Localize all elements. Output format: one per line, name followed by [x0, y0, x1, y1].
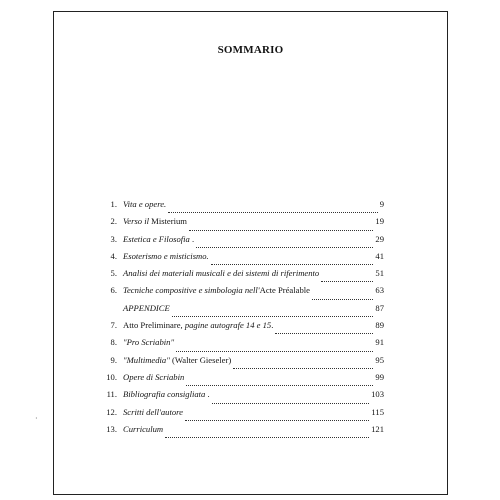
- toc-entry: [104, 199, 384, 216]
- toc-entry-title-part: (Walter Gieseler): [169, 354, 232, 365]
- toc-entry-title-part: "Multimedia": [123, 354, 170, 365]
- toc-entry-number: 6.: [110, 285, 117, 296]
- toc-entry-title-part: pagine autografe 14 e 15: [184, 320, 272, 331]
- toc-entry-page: 95: [375, 354, 384, 365]
- toc-entry-title-part: Analisi dei materiali musicali e dei sistemi di riferimento: [123, 268, 320, 279]
- toc-entry-number: 10.: [106, 371, 117, 382]
- document-page: [53, 11, 448, 495]
- toc-entry-title-part: APPENDICE: [123, 302, 170, 313]
- toc-entry-page: 51: [375, 268, 384, 279]
- toc-entry-page: 41: [375, 250, 384, 261]
- toc-entry-title: [123, 285, 310, 295]
- toc-entry-page: 63: [375, 285, 384, 296]
- toc-entry: [104, 320, 384, 337]
- dot-leader: [211, 264, 374, 265]
- toc-entry-title-part: .: [189, 233, 195, 244]
- page-mark: ·: [35, 414, 38, 423]
- dot-leader: [212, 403, 369, 404]
- toc-entry-title-part: "Pro Scriabin": [123, 337, 175, 348]
- dot-leader: [233, 368, 373, 369]
- toc-entry-title: [123, 424, 163, 434]
- toc-entry-title-part: Esoterismo e misticismo.: [123, 250, 209, 261]
- page-title: SOMMARIO: [217, 44, 284, 56]
- toc-entry: [104, 424, 384, 441]
- dot-leader: [321, 281, 373, 282]
- toc-entry: [104, 372, 384, 389]
- toc-entry-title: [123, 407, 183, 417]
- toc-entry-page: 103: [371, 389, 384, 400]
- toc-entry-number: 2.: [110, 216, 117, 227]
- toc-entry-title-part: Tecniche compositive e simbologia nell': [123, 285, 260, 296]
- toc-entry-page: 99: [375, 371, 384, 382]
- toc-entry-title-part: Atto Preliminare,: [123, 320, 185, 331]
- toc-entry-number: 11.: [106, 389, 117, 400]
- dot-leader: [189, 230, 373, 231]
- toc-entry-title-part: Opere di Scriabin: [123, 371, 185, 382]
- toc-entry: [104, 389, 384, 406]
- toc-entry: [104, 407, 384, 424]
- dot-leader: [165, 437, 369, 438]
- toc-entry-title-part: Scritti dell'autore: [123, 406, 183, 417]
- toc-entry: [104, 303, 384, 320]
- toc-entry-number: 8.: [110, 337, 117, 348]
- toc-entry-number: 9.: [110, 354, 117, 365]
- toc-entry-title: [123, 216, 187, 226]
- toc-entry-page: 89: [375, 320, 384, 331]
- toc-entry: [104, 216, 384, 233]
- toc-entry-number: 12.: [106, 406, 117, 417]
- toc-entry-title: [123, 337, 174, 347]
- toc-entry-title-part: Vita e opere.: [123, 199, 167, 209]
- toc-entry-title-part: Estetica e Filosofia: [123, 233, 190, 244]
- toc-entry-page: 115: [371, 406, 384, 417]
- toc-entry: [104, 355, 384, 372]
- dot-leader: [172, 316, 374, 317]
- dot-leader: [186, 385, 373, 386]
- toc-entry-page: 91: [375, 337, 384, 348]
- toc-entry: [104, 251, 384, 268]
- toc-entry-title-part: Acte Préalable: [259, 285, 310, 296]
- toc-entry-title-part: Curriculum: [123, 423, 164, 434]
- dot-leader: [312, 299, 373, 300]
- toc-entry-number: 1.: [110, 199, 117, 209]
- toc-entry-title: [123, 355, 231, 365]
- toc-entry-title-part: .: [205, 389, 210, 400]
- toc-entry: [104, 285, 384, 302]
- toc-entry-number: 4.: [110, 250, 117, 261]
- dot-leader: [168, 212, 378, 213]
- toc-entry-title: [123, 268, 319, 278]
- toc-entry-title-part: Verso il: [123, 216, 152, 227]
- toc-entry-page: 29: [375, 233, 384, 244]
- toc-entry-title-part: .: [271, 320, 274, 331]
- toc-entry-number: 5.: [110, 268, 117, 279]
- toc-entry-title-part: Bibliografia consigliata: [123, 389, 206, 400]
- toc-entry-title: [123, 303, 170, 313]
- toc-entry-page: 121: [371, 423, 384, 434]
- toc-entry-page: 87: [375, 302, 384, 313]
- toc-entry-title: [123, 251, 209, 261]
- toc-entry: [104, 234, 384, 251]
- toc-entry-title: [123, 372, 184, 382]
- toc-entry-title: [123, 234, 194, 244]
- dot-leader: [176, 351, 373, 352]
- toc-entry: [104, 337, 384, 354]
- toc-entry: [104, 268, 384, 285]
- toc-entry-number: 13.: [106, 423, 117, 434]
- toc-entry-title-part: Misterium: [151, 216, 187, 227]
- toc-entry-page: 19: [375, 216, 384, 227]
- dot-leader: [196, 247, 373, 248]
- toc-entry-title: [123, 199, 166, 209]
- toc-entry-number: 7.: [110, 320, 117, 331]
- toc-entry-title: [123, 320, 273, 330]
- dot-leader: [185, 420, 369, 421]
- toc-entry-title: [123, 389, 210, 399]
- table-of-contents: [104, 199, 384, 441]
- dot-leader: [275, 333, 373, 334]
- toc-entry-page: 9: [379, 199, 384, 209]
- toc-entry-number: 3.: [110, 233, 117, 244]
